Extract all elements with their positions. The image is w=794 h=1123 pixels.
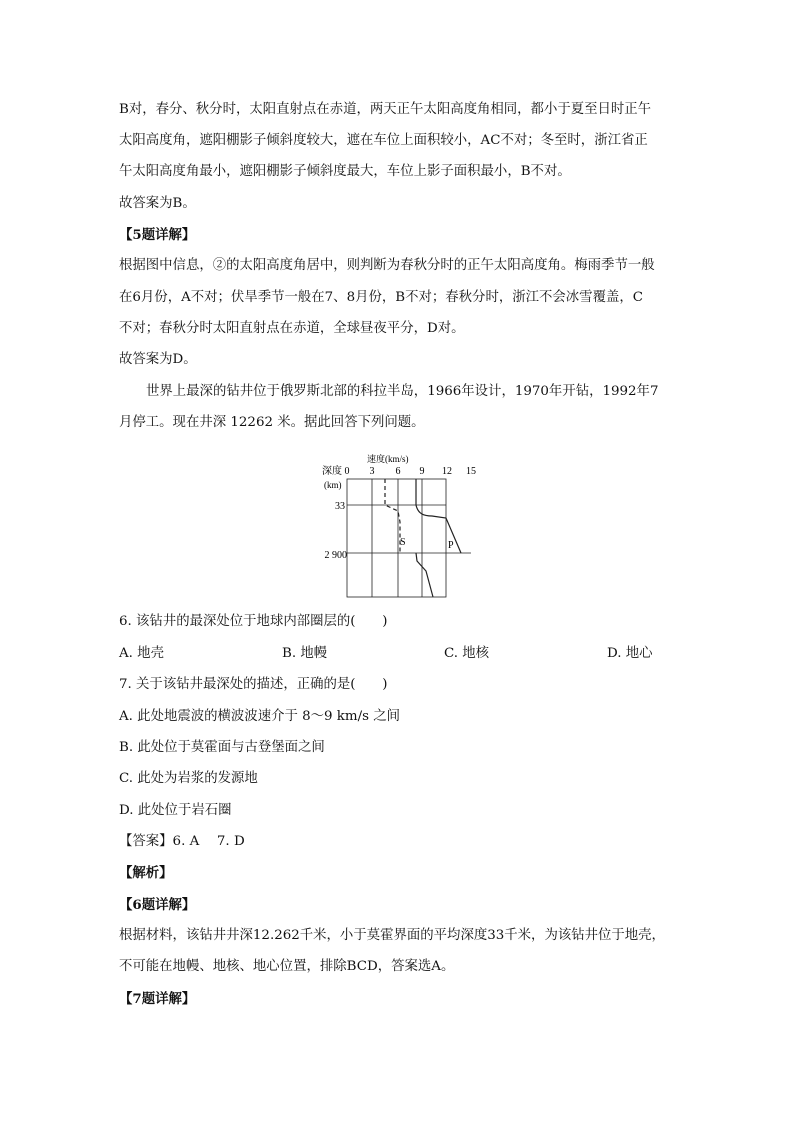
section-heading: 【6题详解】 — [119, 897, 196, 913]
speed-axis-label: 速度(km/s) — [367, 454, 409, 464]
question-7-stem: 7. 关于该钻井最深处的描述，正确的是( ) — [119, 677, 388, 692]
p-wave-core-curve — [416, 553, 433, 597]
text-line: 不对；春秋分时太阳直射点在赤道，全球昼夜平分，D对。 — [119, 321, 465, 336]
text-line: 故答案为B。 — [119, 196, 196, 211]
text-line: 故答案为D。 — [119, 352, 197, 367]
text-line: 在6月份，A不对；伏旱季节一般在7、8月份，B不对；春秋分时，浙江不会冰雪覆盖，C — [119, 290, 643, 305]
question-6-option-b: B. 地幔 — [282, 646, 328, 661]
text-line: 世界上最深的钻井位于俄罗斯北部的科拉半岛，1966年设计，1970年开钻，1992年7 — [146, 384, 659, 399]
question-6-option-c: C. 地核 — [444, 646, 490, 661]
text-line: 太阳高度角，遮阳棚影子倾斜度较大，遮在车位上面积较小，AC不对；冬至时，浙江省正 — [119, 133, 648, 148]
text-line: 月停工。现在井深 12262 米。据此回答下列问题。 — [119, 415, 425, 430]
text-line: 根据图中信息，②的太阳高度角居中，则判断为春秋分时的正午太阳高度角。梅雨季节一般 — [119, 258, 655, 273]
question-6-stem: 6. 该钻井的最深处位于地球内部圈层的( ) — [119, 614, 388, 629]
question-7-option-c: C. 此处为岩浆的发源地 — [119, 771, 258, 786]
seismic-velocity-figure — [320, 450, 485, 605]
p-wave-label: P — [448, 540, 454, 551]
y-tick-label: 2 900 — [324, 550, 347, 561]
depth-axis-label: 深度 — [322, 466, 342, 477]
question-7-option-b: B. 此处位于莫霍面与古登堡面之间 — [119, 740, 325, 755]
text-line: 根据材料，该钻井井深12.262千米，小于莫霍界面的平均深度33千米，为该钻井位于地壳， — [119, 928, 665, 943]
question-6-option-d: D. 地心 — [607, 646, 653, 661]
analysis-heading: 【解析】 — [119, 865, 173, 881]
text-line: 午太阳高度角最小，遮阳棚影子倾斜度最大，车位上影子面积最小，B不对。 — [119, 164, 571, 179]
question-7-option-a: A. 此处地震波的横波波速介于 8～9 km/s 之间 — [119, 709, 401, 724]
x-tick-label: 3 — [369, 466, 375, 477]
answer-line: 【答案】6. A 7. D — [119, 834, 245, 849]
y-tick-label: 33 — [335, 501, 345, 512]
x-tick-label: 9 — [419, 466, 425, 477]
x-tick-label: 6 — [395, 466, 401, 477]
x-tick-label: 12 — [442, 466, 452, 477]
chart-grid — [347, 479, 446, 597]
text-line: B对，春分、秋分时，太阳直射点在赤道，两天正午太阳高度角相同，都小于夏至日时正午 — [119, 102, 652, 117]
section-heading: 【7题详解】 — [119, 991, 196, 1007]
x-tick-label: 0 — [344, 466, 350, 477]
p-wave-curve — [416, 479, 461, 553]
section-heading: 【5题详解】 — [119, 227, 196, 243]
depth-unit-label: (km) — [324, 480, 342, 490]
question-6-option-a: A. 地壳 — [119, 646, 164, 661]
text-line: 不可能在地幔、地核、地心位置，排除BCD，答案选A。 — [119, 959, 455, 974]
x-tick-label: 15 — [466, 466, 476, 477]
s-wave-label: S — [400, 537, 406, 548]
question-7-option-d: D. 此处位于岩石圈 — [119, 803, 232, 818]
